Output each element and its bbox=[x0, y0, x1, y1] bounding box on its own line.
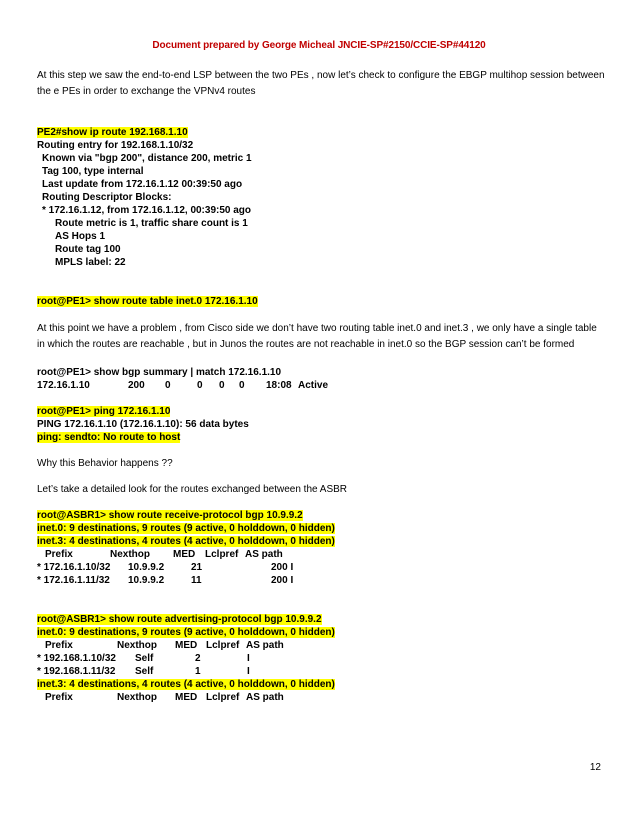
pe2-line: Tag 100, type internal bbox=[42, 166, 144, 177]
bgp-state: Active bbox=[298, 380, 329, 391]
col-header: Lclpref bbox=[205, 549, 239, 560]
bgp-summary-command: root@PE1> show bgp summary | match 172.16.1.10 bbox=[37, 367, 282, 378]
col-header: Lclpref bbox=[206, 692, 240, 703]
pe2-line: MPLS label: 22 bbox=[55, 257, 126, 268]
col-header: AS path bbox=[246, 640, 284, 651]
cell-prefix: * 192.168.1.10/32 bbox=[37, 653, 116, 664]
cell-nexthop: 10.9.9.2 bbox=[128, 575, 165, 586]
ping-line: PING 172.16.1.10 (172.16.1.10): 56 data bytes bbox=[37, 419, 249, 430]
problem-paragraph: At this point we have a problem , from Cisco side we don’t have two routing table inet.0 and inet.3 , we only have a single table in which the routes are reachable , but in Junos the routes are not reachable in inet.0 so the BGP session can’t be formed bbox=[37, 323, 597, 350]
col-header: MED bbox=[173, 549, 196, 560]
col-header: MED bbox=[175, 640, 198, 651]
pe2-line: * 172.16.1.12, from 172.16.1.12, 00:39:50 ago bbox=[42, 205, 252, 216]
cell-med: 2 bbox=[195, 653, 201, 664]
pe2-line: Last update from 172.16.1.12 00:39:50 ago bbox=[42, 179, 243, 190]
receive-inet3: inet.3: 4 destinations, 4 routes (4 active, 0 holddown, 0 hidden) bbox=[37, 536, 335, 547]
table-row bbox=[37, 665, 607, 678]
advertising-inet3: inet.3: 4 destinations, 4 routes (4 active, 0 holddown, 0 hidden) bbox=[37, 679, 335, 690]
col-header: Prefix bbox=[45, 549, 73, 560]
col-header: Nexthop bbox=[117, 692, 157, 703]
cell-nexthop: Self bbox=[135, 653, 154, 664]
advertising-inet0: inet.0: 9 destinations, 9 routes (9 active, 0 holddown, 0 hidden) bbox=[37, 627, 335, 638]
cell-nexthop: Self bbox=[135, 666, 154, 677]
cell-med: 11 bbox=[191, 575, 202, 586]
pe2-line: Route tag 100 bbox=[55, 244, 121, 255]
col-header: AS path bbox=[245, 549, 283, 560]
bgp-as: 200 bbox=[128, 380, 145, 391]
bgp-time: 18:08 bbox=[266, 380, 292, 391]
pe2-line: Routing entry for 192.168.1.10/32 bbox=[37, 140, 194, 151]
table-row bbox=[37, 574, 607, 587]
bgp-count: 0 bbox=[219, 380, 225, 391]
ping-command: root@PE1> ping 172.16.1.10 bbox=[37, 406, 171, 417]
cell-aspath: 200 I bbox=[271, 575, 294, 586]
document-body bbox=[37, 68, 607, 704]
col-header: AS path bbox=[246, 692, 284, 703]
advertising-command: root@ASBR1> show route advertising-protocol bgp 10.9.9.2 bbox=[37, 614, 322, 625]
advertising-header-row-2 bbox=[37, 691, 607, 704]
pe2-line: Routing Descriptor Blocks: bbox=[42, 192, 172, 203]
cell-aspath: I bbox=[247, 666, 250, 677]
cell-prefix: * 192.168.1.11/32 bbox=[37, 666, 116, 677]
col-header: MED bbox=[175, 692, 198, 703]
bgp-count: 0 bbox=[197, 380, 203, 391]
intro-paragraph: At this step we saw the end-to-end LSP between the two PEs , now let’s check to configure the EBGP multihop session between the e PEs in order to exchange the VPNv4 routes bbox=[37, 70, 605, 97]
receive-inet0: inet.0: 9 destinations, 9 routes (9 active, 0 holddown, 0 hidden) bbox=[37, 523, 335, 534]
bgp-count: 0 bbox=[239, 380, 245, 391]
receive-command: root@ASBR1> show route receive-protocol bgp 10.9.9.2 bbox=[37, 510, 303, 521]
document-header: Document prepared by George Micheal JNCIE-SP#2150/CCIE-SP#44120 bbox=[152, 40, 486, 51]
col-header: Prefix bbox=[45, 692, 73, 703]
cell-med: 21 bbox=[191, 562, 203, 573]
bgp-summary-block bbox=[37, 366, 607, 392]
col-header: Nexthop bbox=[110, 549, 150, 560]
cell-nexthop: 10.9.9.2 bbox=[128, 562, 165, 573]
ping-error: ping: sendto: No route to host bbox=[37, 432, 181, 443]
pe1-route-command: root@PE1> show route table inet.0 172.16.1.10 bbox=[37, 296, 258, 307]
pe2-line: AS Hops 1 bbox=[55, 231, 106, 242]
col-header: Lclpref bbox=[206, 640, 240, 651]
cell-aspath: 200 I bbox=[271, 562, 294, 573]
table-row bbox=[37, 652, 607, 665]
receive-header-row bbox=[37, 548, 607, 561]
why-line: Why this Behavior happens ?? bbox=[37, 458, 173, 469]
cell-prefix: * 172.16.1.11/32 bbox=[37, 575, 110, 586]
cell-med: 1 bbox=[195, 666, 201, 677]
pe2-route-block bbox=[37, 126, 607, 269]
ping-block bbox=[37, 405, 607, 444]
lets-line: Let’s take a detailed look for the routes exchanged between the ASBR bbox=[37, 484, 348, 495]
col-header: Nexthop bbox=[117, 640, 157, 651]
pe2-line: Known via "bgp 200", distance 200, metric 1 bbox=[42, 153, 252, 164]
pe2-command: PE2#show ip route 192.168.1.10 bbox=[37, 127, 188, 138]
cell-prefix: * 172.16.1.10/32 bbox=[37, 562, 111, 573]
table-row bbox=[37, 561, 607, 574]
receive-protocol-block bbox=[37, 509, 607, 587]
col-header: Prefix bbox=[45, 640, 73, 651]
bgp-summary-row bbox=[37, 379, 607, 392]
bgp-peer: 172.16.1.10 bbox=[37, 380, 90, 391]
advertising-header-row bbox=[37, 639, 607, 652]
cell-aspath: I bbox=[247, 653, 250, 664]
bgp-count: 0 bbox=[165, 380, 171, 391]
pe2-line: Route metric is 1, traffic share count is 1 bbox=[55, 218, 248, 229]
page-number: 12 bbox=[589, 762, 601, 773]
advertising-protocol-block bbox=[37, 613, 607, 704]
